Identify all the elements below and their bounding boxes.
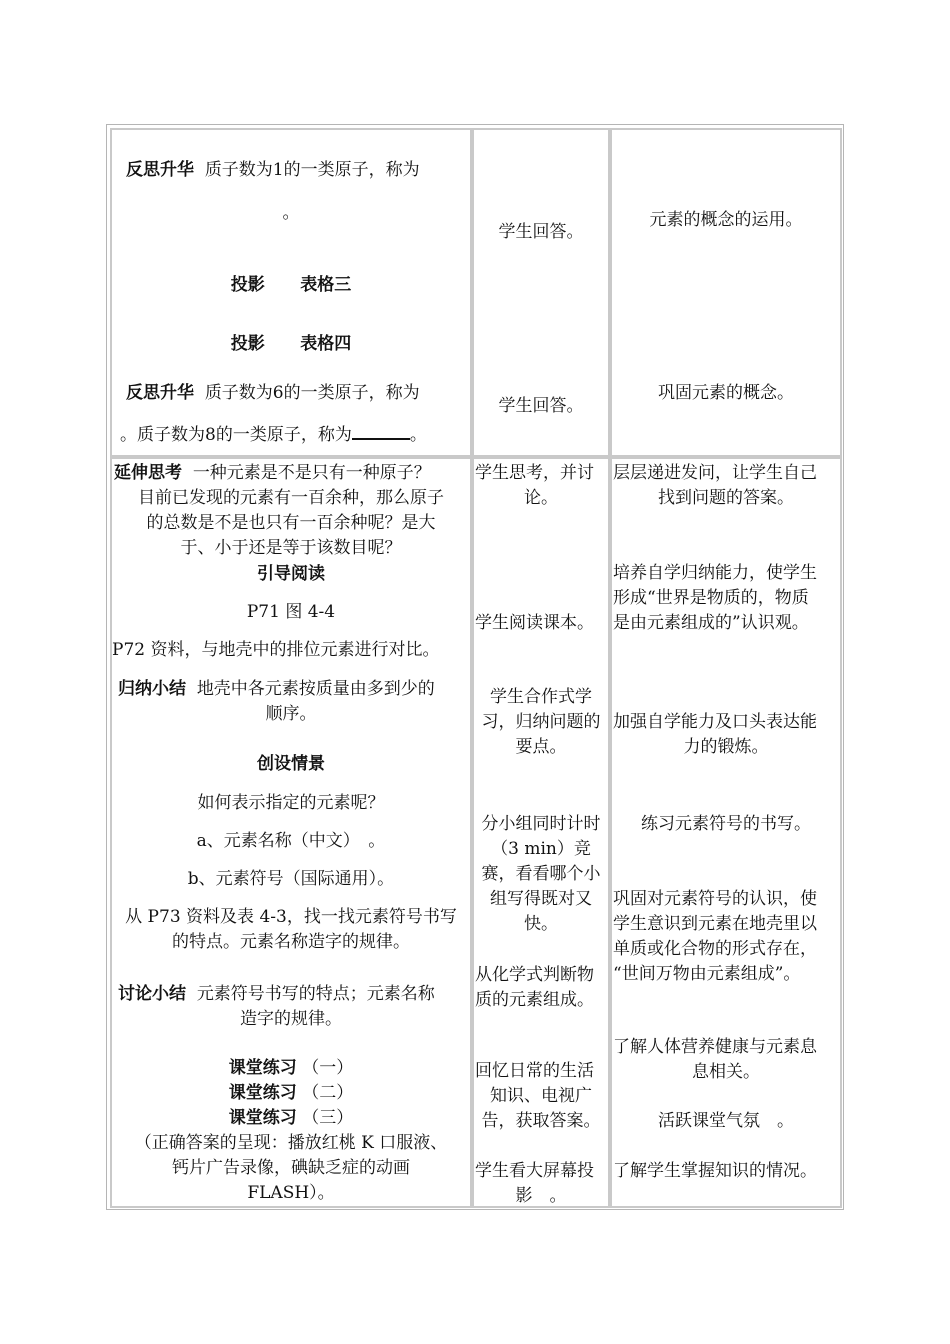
student-activity-3-line-3: 要点。	[515, 737, 567, 757]
projection-table-3: 投影 表格三	[230, 275, 352, 295]
design-5-line-1: 巩固对元素符号的认识，使	[613, 889, 817, 909]
scenario-heading: 创设情景	[257, 754, 325, 774]
guided-reading-figure: P71 图 4-4	[246, 602, 336, 622]
design-8: 了解学生掌握知识的情况。	[613, 1161, 817, 1181]
student-activity-4-line-2: （3 min）竞	[491, 839, 591, 859]
design-2-line-3: 是由元素组成的”认识观。	[613, 613, 809, 633]
row1-student-cell	[472, 128, 610, 457]
exercise-3: 课堂练习 （三）	[228, 1108, 354, 1128]
guided-reading-heading: 引导阅读	[257, 564, 325, 584]
answer-presentation-line-1: （正确答案的呈现：播放红桃 K 口服液、	[134, 1133, 448, 1153]
design-3-line-1: 加强自学能力及口头表达能	[613, 712, 817, 732]
design-4: 练习元素符号的书写。	[641, 814, 811, 834]
student-answer-1: 学生回答。	[498, 222, 584, 242]
scenario-option-a: a、元素名称（中文） 。	[196, 831, 386, 851]
discussion-line-2: 造字的规律。	[240, 1009, 342, 1029]
reflect-paragraph-1: 反思升华 质子数为1的一类原子，称为	[126, 160, 420, 180]
fill-blank	[352, 420, 410, 440]
answer-presentation-line-3: FLASH）。	[247, 1183, 335, 1203]
lesson-table	[106, 124, 844, 1210]
row2-teaching-cell	[110, 457, 472, 1208]
design-intent-1: 元素的概念的运用。	[649, 210, 803, 230]
row2-design-cell	[610, 457, 842, 1208]
design-2-line-2: 形成“世界是物质的，物质	[613, 588, 809, 608]
design-intent-2: 巩固元素的概念。	[658, 383, 794, 403]
induction-line-2: 顺序。	[265, 704, 317, 724]
student-activity-4-line-4: 组写得既对又	[490, 889, 592, 909]
student-activity-5-line-1: 从化学式判断物	[475, 965, 594, 985]
exercise-2: 课堂练习 （二）	[228, 1083, 354, 1103]
extension-line-3: 的总数是不是也只有一百余种呢？是大	[146, 513, 436, 533]
student-activity-4-line-3: 赛，看看哪个小	[481, 864, 601, 884]
student-activity-7-line-2: 影 。	[515, 1186, 567, 1206]
induction-label: 归纳小结	[118, 679, 186, 699]
answer-presentation-line-2: 钙片广告录像，碘缺乏症的动画	[172, 1158, 410, 1178]
student-activity-2: 学生阅读课本。	[475, 613, 594, 633]
extension-line-2: 目前已发现的元素有一百余种，那么原子	[138, 488, 444, 508]
student-activity-6-line-3: 告，获取答案。	[481, 1111, 601, 1131]
design-1-line-2: 找到问题的答案。	[658, 488, 794, 508]
design-5-line-2: 学生意识到元素在地壳里以	[613, 914, 817, 934]
student-activity-6-line-1: 回忆日常的生活	[475, 1061, 594, 1081]
student-activity-5-line-2: 质的元素组成。	[475, 990, 594, 1010]
row1-teaching-cell	[110, 128, 472, 457]
projection-table-4: 投影 表格四	[230, 334, 352, 354]
extension-thinking: 延伸思考 一种元素是不是只有一种原子？	[114, 463, 431, 483]
student-activity-3-line-1: 学生合作式学	[490, 687, 592, 707]
design-6-line-2: 息相关。	[692, 1062, 760, 1082]
exercise-1: 课堂练习 （一）	[228, 1058, 354, 1078]
reflect-paragraph-1-line2: 。	[282, 203, 300, 223]
discussion-label: 讨论小结	[118, 984, 186, 1004]
extension-label: 延伸思考	[114, 463, 182, 483]
design-5-line-4: “世间万物由元素组成”。	[613, 964, 801, 984]
row1-design-cell	[610, 128, 842, 457]
student-activity-3-line-2: 习，归纳问题的	[481, 712, 601, 732]
design-1-line-1: 层层递进发问，让学生自己	[613, 463, 817, 483]
design-7: 活跃课堂气氛 。	[658, 1111, 794, 1131]
induction-summary: 归纳小结 地壳中各元素按质量由多到少的	[118, 679, 435, 699]
student-answer-2: 学生回答。	[498, 396, 584, 416]
p73-instruction-line-2: 的特点。元素名称造字的规律。	[172, 932, 410, 952]
row2-student-cell	[472, 457, 610, 1208]
design-5-line-3: 单质或化合物的形式存在，	[613, 939, 817, 959]
scenario-option-b: b、元素符号（国际通用）。	[187, 869, 395, 889]
student-activity-7-line-1: 学生看大屏幕投	[475, 1161, 594, 1181]
student-activity-4-line-5: 快。	[524, 914, 558, 934]
scenario-question: 如何表示指定的元素呢？	[197, 793, 385, 813]
student-activity-1-line-1: 学生思考，并讨	[475, 463, 594, 483]
p73-instruction-line-1: 从 P73 资料及表 4-3，找一找元素符号书写	[125, 907, 457, 927]
reflect-label: 反思升华	[126, 160, 194, 180]
design-6-line-1: 了解人体营养健康与元素息	[613, 1037, 817, 1057]
student-activity-6-line-2: 知识、电视广	[490, 1086, 592, 1106]
student-activity-1-line-2: 论。	[524, 488, 558, 508]
discussion-summary: 讨论小结 元素符号书写的特点；元素名称	[118, 984, 435, 1004]
student-activity-4-line-1: 分小组同时计时	[481, 814, 601, 834]
reflect-label: 反思升华	[126, 383, 194, 403]
extension-line-4: 于、小于还是等于该数目呢？	[180, 538, 402, 558]
design-2-line-1: 培养自学归纳能力，使学生	[613, 563, 817, 583]
guided-reading-p72: P72 资料，与地壳中的排位元素进行对比。	[112, 640, 440, 660]
design-3-line-2: 力的锻炼。	[683, 737, 769, 757]
reflect-paragraph-2-line2: 。质子数为8的一类原子，称为 。	[120, 420, 427, 448]
reflect-paragraph-2: 反思升华 质子数为6的一类原子，称为	[126, 383, 420, 403]
